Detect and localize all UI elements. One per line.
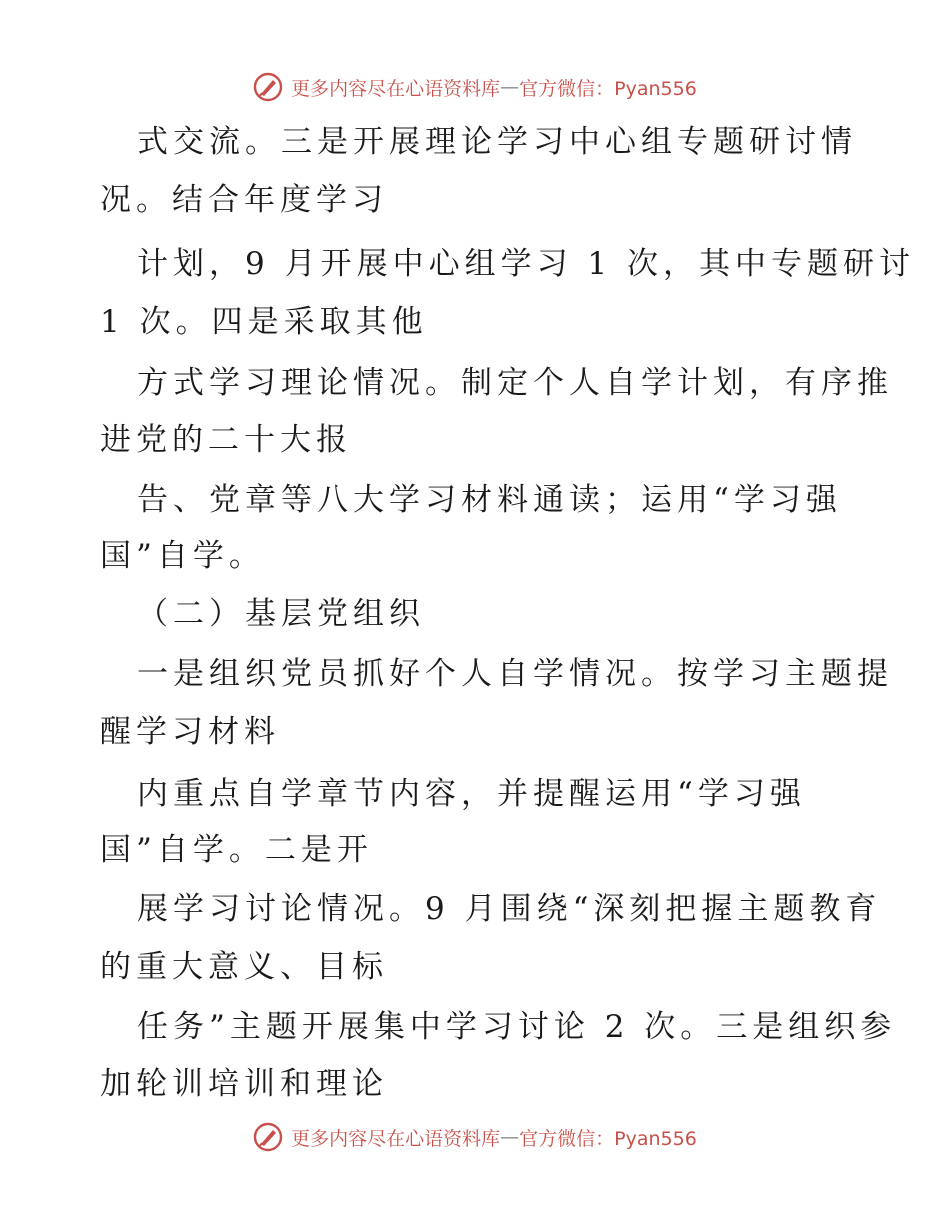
text-line: 加轮训培训和理论 <box>100 1066 388 1102</box>
section-heading: （二）基层党组织 <box>137 596 425 632</box>
text-line: 告、党章等八大学习材料通读；运用“学习强 <box>137 482 842 518</box>
text-line: 内重点自学章节内容，并提醒运用“学习强 <box>137 776 806 812</box>
text-line: 1 次。四是采取其他 <box>100 304 428 340</box>
text-line: 况。结合年度学习 <box>100 182 388 218</box>
text-line: 国”自学。 <box>100 538 265 574</box>
text-line: 计划，9 月开展中心组学习 1 次，其中专题研讨 <box>137 246 916 282</box>
text-line: 的重大意义、目标 <box>100 949 388 985</box>
text-line: 进党的二十大报 <box>100 422 352 458</box>
quill-logo-icon <box>253 72 283 102</box>
banner-dash: — <box>500 1126 520 1148</box>
footer-banner <box>0 1122 950 1152</box>
text-line: 醒学习材料 <box>100 714 280 750</box>
banner-wechat: 官方微信：Pyan556 <box>519 77 697 100</box>
banner-wechat: 官方微信：Pyan556 <box>519 1127 697 1150</box>
text-line: 一是组织党员抓好个人自学情况。按学习主题提 <box>137 656 893 692</box>
text-line: 任务”主题开展集中学习讨论 2 次。三是组织参 <box>137 1009 897 1045</box>
banner-text: 更多内容尽在心语资料库 <box>291 1127 501 1150</box>
text-line: 国”自学。二是开 <box>100 832 373 868</box>
text-line: 方式学习理论情况。制定个人自学计划，有序推 <box>137 365 893 401</box>
quill-logo-icon <box>253 1122 283 1152</box>
text-line: 展学习讨论情况。9 月围绕“深刻把握主题教育 <box>137 891 882 927</box>
text-line: 式交流。三是开展理论学习中心组专题研讨情 <box>137 124 857 160</box>
banner-text: 更多内容尽在心语资料库 <box>291 77 501 100</box>
header-banner <box>0 72 950 102</box>
banner-dash: — <box>500 76 520 98</box>
